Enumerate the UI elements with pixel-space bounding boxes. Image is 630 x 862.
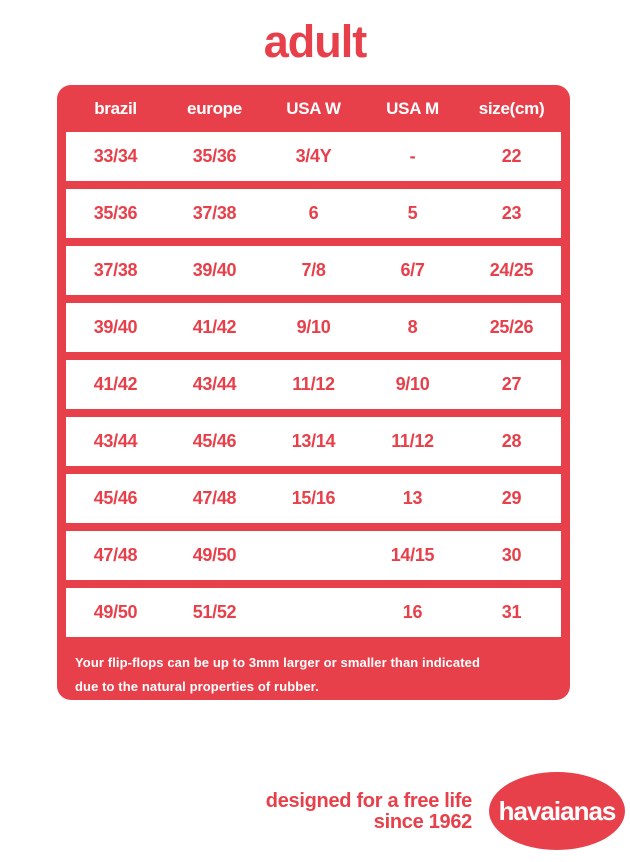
tagline-line-2: since 1962 bbox=[373, 811, 472, 833]
table-row bbox=[66, 132, 561, 181]
column-header-brazil: brazil bbox=[94, 98, 137, 118]
size-cell: 23 bbox=[501, 203, 522, 223]
table-header-row bbox=[57, 85, 570, 132]
size-cell: 43/44 bbox=[192, 374, 237, 394]
size-cell: 13 bbox=[402, 488, 423, 508]
havaianas-logo-text: havaianas bbox=[498, 795, 616, 826]
size-cell: 14/15 bbox=[390, 545, 435, 565]
size-cell: 3/4Y bbox=[295, 146, 332, 166]
size-cell: 11/12 bbox=[292, 374, 335, 394]
size-cell: 29 bbox=[501, 488, 522, 508]
size-cell: 51/52 bbox=[192, 602, 237, 622]
size-cell: 37/38 bbox=[93, 260, 138, 280]
column-header-usa-m: USA M bbox=[386, 98, 439, 118]
table-row bbox=[66, 417, 561, 466]
size-cell: 15/16 bbox=[291, 488, 336, 508]
size-cell: 39/40 bbox=[93, 317, 138, 337]
size-cell: 47/48 bbox=[93, 545, 138, 565]
size-cell: 16 bbox=[402, 602, 423, 622]
size-cell: 6/7 bbox=[400, 260, 425, 280]
size-cell: 33/34 bbox=[93, 146, 138, 166]
havaianas-logo bbox=[489, 772, 625, 850]
size-cell: 45/46 bbox=[192, 431, 237, 451]
table-footnote bbox=[57, 645, 570, 699]
size-cell: 41/42 bbox=[93, 374, 138, 394]
footnote-line-2: due to the natural properties of rubber. bbox=[75, 679, 319, 694]
size-cell: 47/48 bbox=[192, 488, 237, 508]
column-header-europe: europe bbox=[187, 98, 242, 118]
size-cell: 13/14 bbox=[291, 431, 336, 451]
size-cell: 22 bbox=[501, 146, 522, 166]
size-cell: 45/46 bbox=[93, 488, 138, 508]
size-cell: 31 bbox=[501, 602, 522, 622]
table-row bbox=[66, 189, 561, 238]
size-cell: 9/10 bbox=[296, 317, 331, 337]
size-cell: 6 bbox=[308, 203, 319, 223]
table-row bbox=[66, 531, 561, 580]
table-row bbox=[66, 360, 561, 409]
size-cell: 28 bbox=[501, 431, 522, 451]
size-cell: 39/40 bbox=[192, 260, 237, 280]
table-row bbox=[66, 588, 561, 637]
brand-tagline bbox=[266, 791, 472, 833]
table-row bbox=[66, 474, 561, 523]
size-cell: 27 bbox=[501, 374, 522, 394]
size-cell: 30 bbox=[501, 545, 522, 565]
table-row bbox=[66, 303, 561, 352]
size-cell: 49/50 bbox=[93, 602, 138, 622]
size-cell: - bbox=[409, 146, 416, 166]
footnote-line-1: Your flip-flops can be up to 3mm larger or smaller than indicated bbox=[75, 655, 480, 670]
size-cell: 7/8 bbox=[301, 260, 326, 280]
size-chart-card bbox=[57, 85, 570, 700]
page-title: adult bbox=[263, 16, 367, 67]
table-rows bbox=[57, 132, 570, 637]
size-cell: 43/44 bbox=[93, 431, 138, 451]
size-cell: 41/42 bbox=[192, 317, 237, 337]
size-cell: 5 bbox=[407, 203, 418, 223]
column-header-size-cm: size(cm) bbox=[478, 98, 545, 118]
size-cell: 11/12 bbox=[391, 431, 434, 451]
size-cell: 24/25 bbox=[489, 260, 534, 280]
column-header-usa-w: USA W bbox=[286, 98, 341, 118]
tagline-line-1: designed for a free life bbox=[265, 790, 472, 812]
size-cell: 9/10 bbox=[395, 374, 430, 394]
size-cell: 49/50 bbox=[192, 545, 237, 565]
size-cell: 35/36 bbox=[93, 203, 138, 223]
size-cell: 8 bbox=[407, 317, 418, 337]
table-row bbox=[66, 246, 561, 295]
size-cell: 35/36 bbox=[192, 146, 237, 166]
size-cell: 25/26 bbox=[489, 317, 534, 337]
size-cell: 37/38 bbox=[192, 203, 237, 223]
